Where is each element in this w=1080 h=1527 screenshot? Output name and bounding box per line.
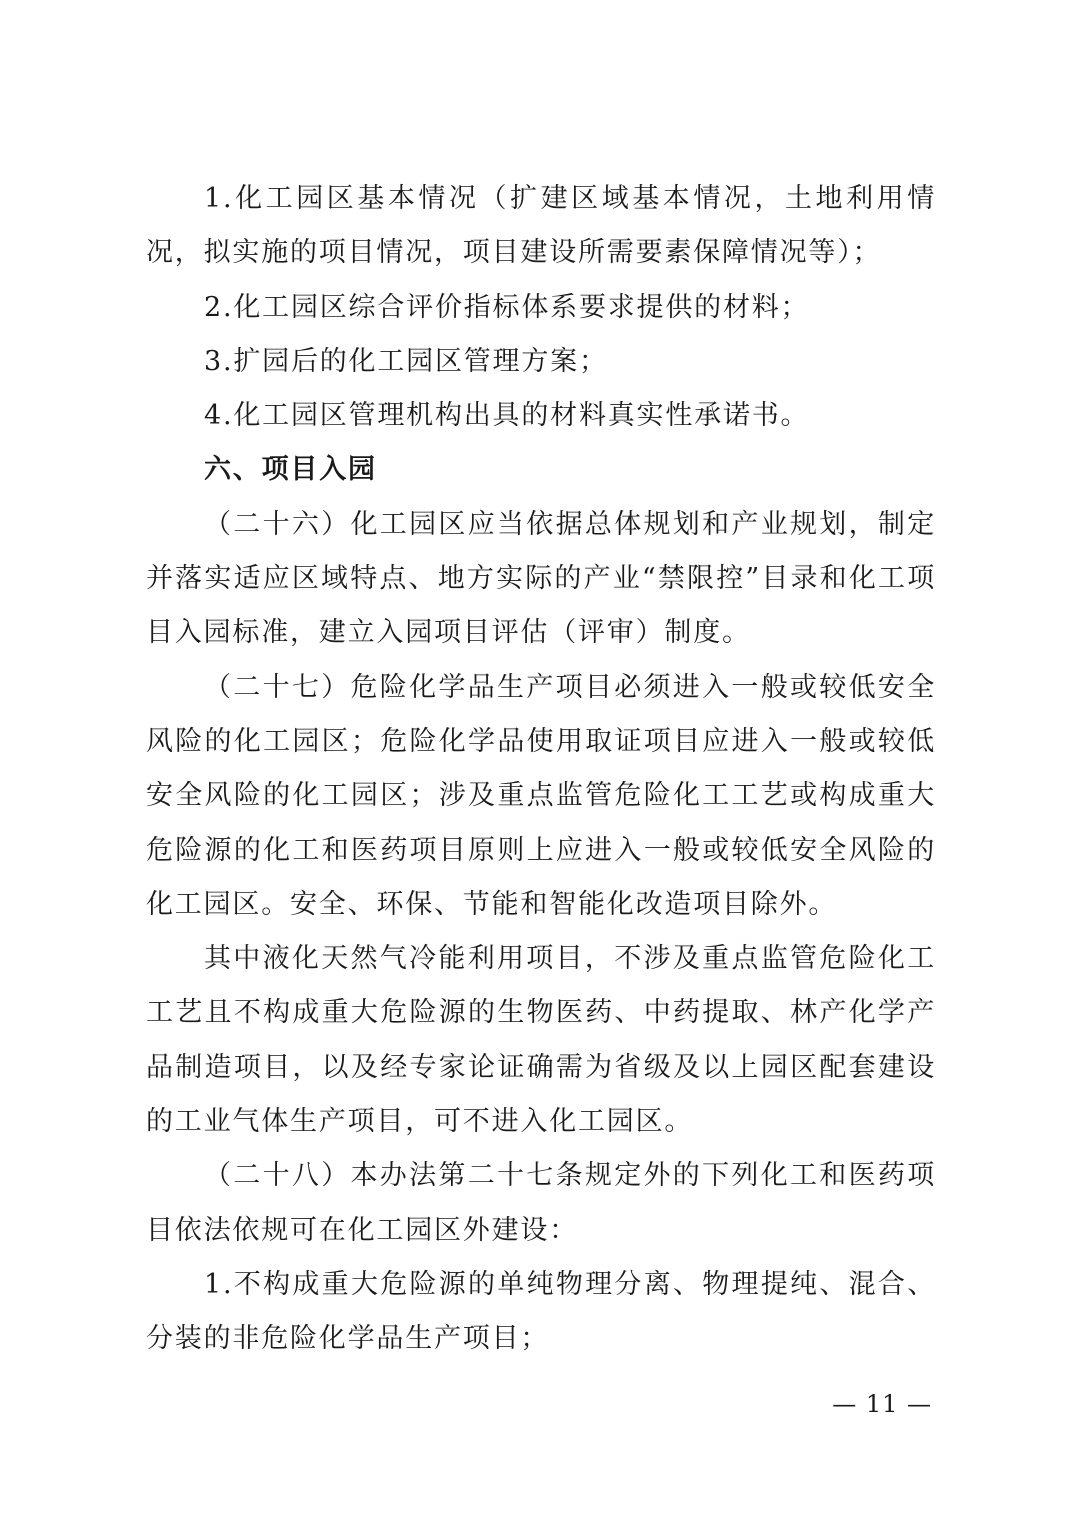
list-item-1: 1.化工园区基本情况（扩建区域基本情况，土地利用情况，拟实施的项目情况，项目建设所需要素保障情况等）； <box>146 183 936 269</box>
article-26-paragraph: （二十六）化工园区应当依据总体规划和产业规划，制定并落实适应区域特点、地方实际的产业“禁限控”目录和化工项目入园标准，建立入园项目评估（评审）制度。 <box>146 508 936 649</box>
list-item-3: 3.扩园后的化工园区管理方案； <box>204 345 608 377</box>
article-27-paragraph: （二十七）危险化学品生产项目必须进入一般或较低安全风险的化工园区；危险化学品使用取证项目应进入一般或较低安全风险的化工园区；涉及重点监管危险化工工艺或构成重大危险源的化工和医药项目原则上应进入一般或较低安全风险的化工园区。安全、环保、节能和智能化改造项目除外。 <box>146 671 936 920</box>
article-28-list-item-1: 1.不构成重大危险源的单纯物理分离、物理提纯、混合、分装的非危险化学品生产项目； <box>146 1268 936 1355</box>
document-body <box>146 172 936 1367</box>
list-item-2: 2.化工园区综合评价指标体系要求提供的材料； <box>204 291 810 323</box>
article-28-paragraph: （二十八）本办法第二十七条规定外的下列化工和医药项目依法依规可在化工园区外建设： <box>146 1160 936 1246</box>
section-heading: 六、项目入园 <box>204 454 377 486</box>
list-item-4: 4.化工园区管理机构出具的材料真实性承诺书。 <box>204 400 810 432</box>
page-number: — 11 — <box>832 1390 932 1418</box>
exception-paragraph: 其中液化天然气冷能利用项目，不涉及重点监管危险化工工艺且不构成重大危险源的生物医药、中药提取、林产化学产品制造项目，以及经专家论证确需为省级及以上园区配套建设的工业气体生产项目，可不进入化工园区。 <box>146 943 936 1138</box>
